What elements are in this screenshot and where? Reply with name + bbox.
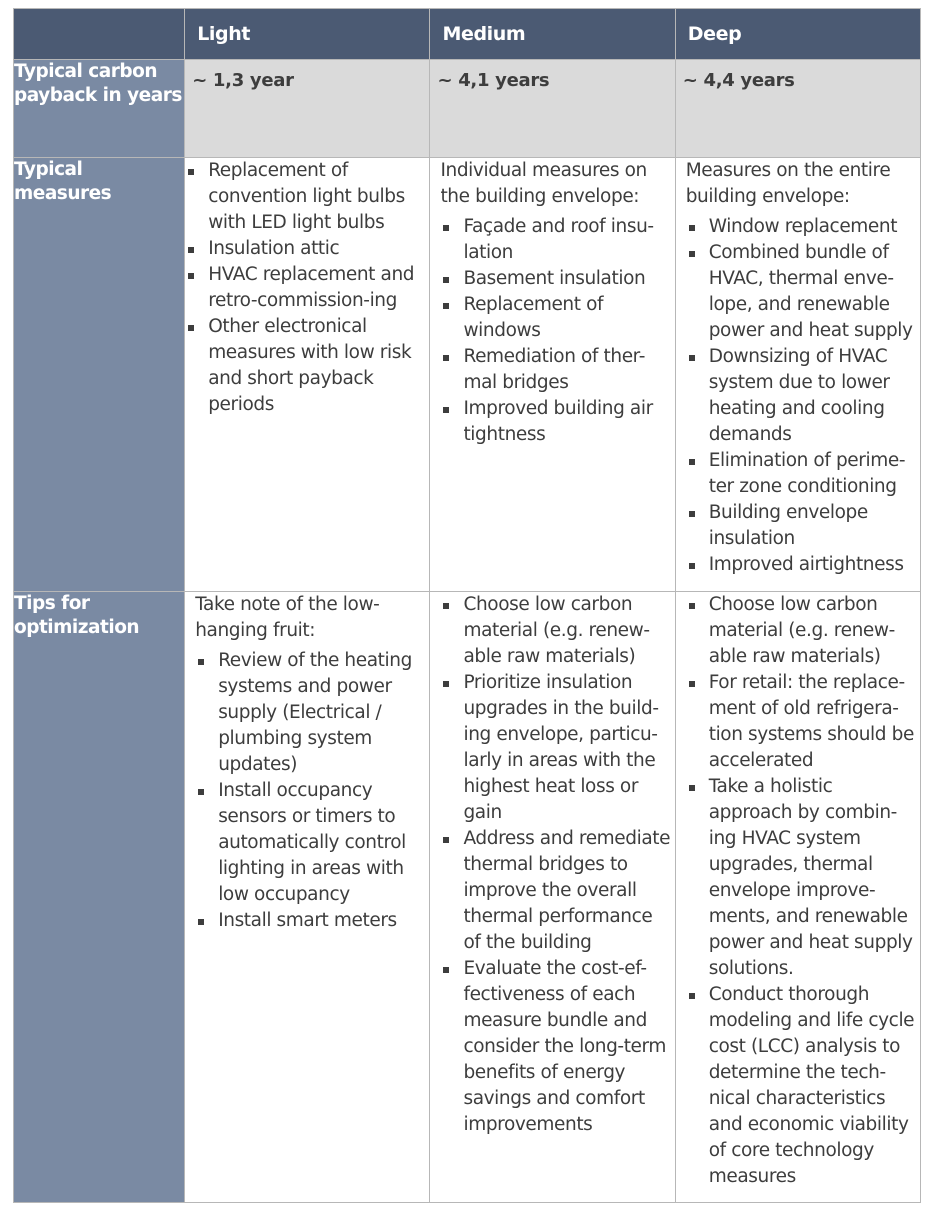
list-item: HVAC replacement and retro-commission-ing [185, 262, 429, 314]
tips-medium [430, 592, 675, 1203]
measures-label: Typical measures [14, 158, 185, 592]
header-medium: Medium [430, 9, 675, 60]
tips-row [14, 592, 921, 1203]
payback-deep: ~ 4,4 years [675, 60, 920, 158]
list-item: Combined bundle of HVAC, thermal enve-lope, and renewable power and heat supply [686, 240, 920, 344]
header-light: Light [185, 9, 430, 60]
tips-deep-list [686, 592, 920, 1190]
list-item: Remediation of ther-mal bridges [440, 344, 674, 396]
list-item: Building envelope insulation [686, 500, 920, 552]
list-item: Improved airtightness [686, 552, 920, 578]
tips-label: Tips for optimization [14, 592, 185, 1203]
measures-medium [430, 158, 675, 592]
payback-label: Typical carbon payback in years [14, 60, 185, 158]
header-deep: Deep [675, 9, 920, 60]
header-row [14, 9, 921, 60]
list-item: Choose low carbon material (e.g. renew-able raw materials) [440, 592, 674, 670]
list-item: Improved building air tightness [440, 396, 674, 448]
list-item: Replacement of convention light bulbs with LED light bulbs [185, 158, 429, 236]
list-item: Elimination of perime-ter zone conditioning [686, 448, 920, 500]
header-corner [14, 9, 185, 60]
list-item: Replacement of windows [440, 292, 674, 344]
measures-light-list [185, 158, 429, 418]
payback-medium: ~ 4,1 years [430, 60, 675, 158]
tips-light-intro: Take note of the low-hanging fruit: [195, 594, 380, 641]
list-item: For retail: the replace-ment of old refrigera-tion systems should be accelerated [686, 670, 920, 774]
list-item: Take a holistic approach by combin-ing HVAC system upgrades, thermal envelope improve-ments, and renewable power and heat supply solutions. [686, 774, 920, 982]
list-item: Downsizing of HVAC system due to lower heating and cooling demands [686, 344, 920, 448]
tips-light-list [195, 648, 429, 934]
renovation-comparison-table [13, 8, 921, 1203]
list-item: Façade and roof insu-lation [440, 214, 674, 266]
list-item: Address and remediate thermal bridges to improve the overall thermal performance of the building [440, 826, 674, 956]
measures-deep-intro: Measures on the entire building envelope: [685, 160, 891, 207]
measures-deep [675, 158, 920, 592]
tips-deep [675, 592, 920, 1203]
list-item: Choose low carbon material (e.g. renew-able raw materials) [686, 592, 920, 670]
tips-light [185, 592, 430, 1203]
list-item: Review of the heating systems and power supply (Electrical / plumbing system updates) [195, 648, 429, 778]
measures-light [185, 158, 430, 592]
list-item: Other electronical measures with low risk and short payback periods [185, 314, 429, 418]
payback-row [14, 60, 921, 158]
list-item: Evaluate the cost-ef-fectiveness of each measure bundle and consider the long-term benefits of energy savings and comfort improvements [440, 956, 674, 1138]
list-item: Basement insulation [440, 266, 674, 292]
list-item: Window replacement [686, 214, 920, 240]
measures-medium-list [440, 214, 674, 448]
payback-light: ~ 1,3 year [185, 60, 430, 158]
tips-medium-list [440, 592, 674, 1138]
list-item: Insulation attic [185, 236, 429, 262]
list-item: Install smart meters [195, 908, 429, 934]
measures-medium-intro: Individual measures on the building envelope: [440, 160, 647, 207]
list-item: Install occupancy sensors or timers to automatically control lighting in areas with low occupancy [195, 778, 429, 908]
list-item: Conduct thorough modeling and life cycle cost (LCC) analysis to determine the tech-nical characteristics and economic viability of core technology measures [686, 982, 920, 1190]
list-item: Prioritize insulation upgrades in the build-ing envelope, particu-larly in areas with the highest heat loss or gain [440, 670, 674, 826]
measures-deep-list [686, 214, 920, 578]
measures-row [14, 158, 921, 592]
